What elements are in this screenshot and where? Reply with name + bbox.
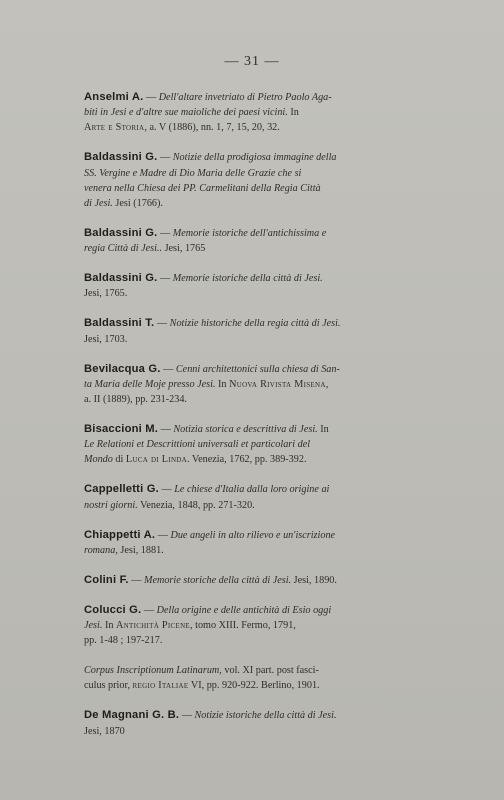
entry-source: regio Italiae (132, 680, 189, 692)
entry-title: venera nella Chiesa dei PP. Carmelitani della Regia Città (84, 182, 321, 194)
entry-text: . Venezia, 1762, pp. 389-392. (187, 454, 307, 466)
entry-text: — (160, 273, 173, 285)
entry-text: In (287, 107, 299, 119)
entry-text: In (102, 620, 116, 632)
entry-line (84, 288, 127, 299)
bibliography-list (84, 90, 390, 754)
entry-line (84, 500, 255, 511)
entry-text: Jesi, 1881. (117, 544, 164, 556)
entry-text: — (163, 363, 176, 375)
entry-text: — (131, 574, 144, 586)
entry-author: Colini F. (84, 573, 129, 586)
entry-title: regia Città di Jesi.. (84, 243, 163, 255)
entry-author: Bevilacqua G. (84, 362, 161, 375)
entry-text: VI, pp. 920-922. Berlino, 1901. (188, 680, 320, 692)
entry-line (84, 394, 187, 405)
entry-title: Notizie historiche della regia città di Jesi. (169, 318, 341, 330)
bibliography-entry (84, 663, 390, 693)
entry-line (84, 168, 301, 179)
entry-title: Le Relationi et Descrittioni universali et particolari del (84, 439, 311, 451)
entry-author: Colucci G. (84, 603, 142, 616)
entry-title: Mondo (84, 454, 113, 466)
entry-line (161, 424, 329, 435)
entry-line (84, 726, 125, 737)
entry-title: Memorie istoriche dell'antichissima e (172, 228, 327, 240)
entry-text: — (160, 424, 174, 436)
entry-source: Luca di Linda (125, 454, 188, 466)
entry-title: biti in Jesi e d'altre sue maioliche dei paesi vicini. (84, 107, 288, 119)
entry-title: Notizia storica e descrittiva di Jesi. (173, 424, 318, 436)
entry-title: Jesi. (84, 620, 103, 632)
entry-line (84, 183, 321, 194)
entry-text: Jesi, 1765. (84, 288, 128, 300)
entry-text: culus prior, (84, 680, 133, 692)
entry-text: — (145, 92, 159, 103)
entry-source: Nuova Rivista Misena (229, 378, 326, 390)
entry-line (84, 680, 320, 691)
bibliography-entry (84, 150, 390, 211)
entry-author: Cappelletti G. (84, 483, 159, 496)
entry-text: a. II (1889), pp. 231-234. (84, 394, 187, 406)
entry-author: Baldassini T. (84, 317, 155, 330)
entry-text: Venezia, 1848, pp. 271-320. (137, 499, 255, 511)
bibliography-entry (84, 226, 390, 256)
entry-line (84, 545, 164, 556)
entry-text: — (160, 152, 173, 164)
entry-title: ta Maria delle Moje presso Jesi. (84, 378, 216, 390)
entry-line (84, 198, 163, 209)
entry-title: Della origine e delle antichità di Esio oggi (156, 604, 332, 616)
entry-title: romana, (84, 544, 118, 556)
bibliography-entry (84, 482, 390, 512)
entry-text: , a. V (1886), nn. 1, 7, 15, 20, 32. (144, 122, 280, 134)
entry-title: Memorie istoriche della città di Jesi. (172, 273, 323, 285)
entry-text: — (161, 484, 175, 496)
entry-author: Anselmi A. (84, 91, 144, 103)
entry-source: Antichità Picene (115, 620, 191, 632)
entry-text: — (156, 318, 170, 330)
entry-author: Baldassini G. (84, 227, 158, 240)
entry-line (84, 454, 307, 465)
entry-line (163, 364, 340, 375)
bibliography-entry (84, 708, 390, 738)
entry-author: De Magnani G. B. (84, 709, 180, 722)
bibliography-entry (84, 271, 390, 301)
entry-line (84, 379, 328, 390)
entry-text: Jesi, 1870 (84, 725, 125, 737)
entry-title: Memorie storiche della città di Jesi. (143, 574, 292, 586)
entry-line (160, 273, 323, 284)
bibliography-entry (84, 316, 390, 346)
entry-text: Jesi, 1703. (84, 333, 128, 345)
entry-line (84, 635, 162, 646)
bibliography-entry (84, 573, 390, 588)
entry-text: — (160, 228, 173, 240)
entry-text: In (317, 424, 329, 436)
entry-text: Jesi (1766). (112, 198, 163, 210)
entry-title: di Jesi. (84, 198, 113, 210)
entry-line (157, 318, 341, 329)
entry-author: Baldassini G. (84, 151, 158, 164)
entry-line (84, 107, 299, 118)
entry-author: Chiappetti A. (84, 528, 156, 541)
entry-title: Le chiese d'Italia dalla loro origine ai (174, 484, 330, 496)
entry-line (160, 152, 336, 163)
entry-title: Cenni architettonici sulla chiesa di San- (175, 363, 340, 375)
entry-line (182, 710, 337, 721)
entry-text: , (325, 378, 329, 390)
entry-text: di (112, 454, 126, 466)
entry-title: SS. Vergine e Madre di Dio Maria delle Grazie che si (84, 167, 302, 179)
entry-line (84, 122, 280, 133)
entry-title: Notizie istoriche della città di Jesi. (194, 710, 337, 722)
entry-line (158, 530, 335, 541)
entry-text: Jesi, 1890. (291, 574, 337, 586)
entry-text: In (215, 378, 230, 390)
entry-title: nostri giorni. (84, 499, 138, 511)
entry-title: Corpus Inscriptionum Latinarum, (84, 665, 222, 677)
bibliography-entry (84, 362, 390, 408)
entry-line (84, 665, 319, 676)
entry-title: Dell'altare invetriato di Pietro Paolo Aga- (158, 92, 332, 103)
entry-title: Notizie della prodigiosa immagine della (172, 152, 337, 164)
bibliography-entry (84, 422, 390, 468)
entry-text: vol. XI part. post fasci- (221, 665, 319, 677)
entry-text: Jesi, 1765 (162, 243, 206, 255)
entry-author: Bisaccioni M. (84, 423, 159, 436)
bibliography-entry (84, 528, 390, 558)
entry-text: pp. 1-48 ; 197-217. (84, 635, 163, 647)
entry-text: — (143, 604, 157, 616)
entry-line (84, 334, 127, 345)
entry-text: , tomo XIII. Fermo, 1791, (190, 620, 296, 632)
entry-line (161, 484, 329, 495)
bibliography-entry (84, 603, 390, 649)
entry-line (144, 605, 331, 616)
entry-author: Baldassini G. (84, 272, 158, 285)
entry-line (84, 620, 296, 631)
page-number: — 31 — (224, 54, 280, 69)
entry-line (84, 439, 310, 450)
entry-line (84, 243, 205, 254)
entry-title: Due angeli in alto rilievo e un'iscrizione (170, 529, 336, 541)
bibliography-entry (84, 90, 390, 136)
entry-line (160, 228, 326, 239)
entry-text: — (181, 710, 195, 722)
entry-source: Arte e Storia (84, 122, 145, 134)
entry-line (146, 92, 332, 103)
entry-text: — (157, 529, 171, 541)
entry-line (131, 575, 337, 586)
